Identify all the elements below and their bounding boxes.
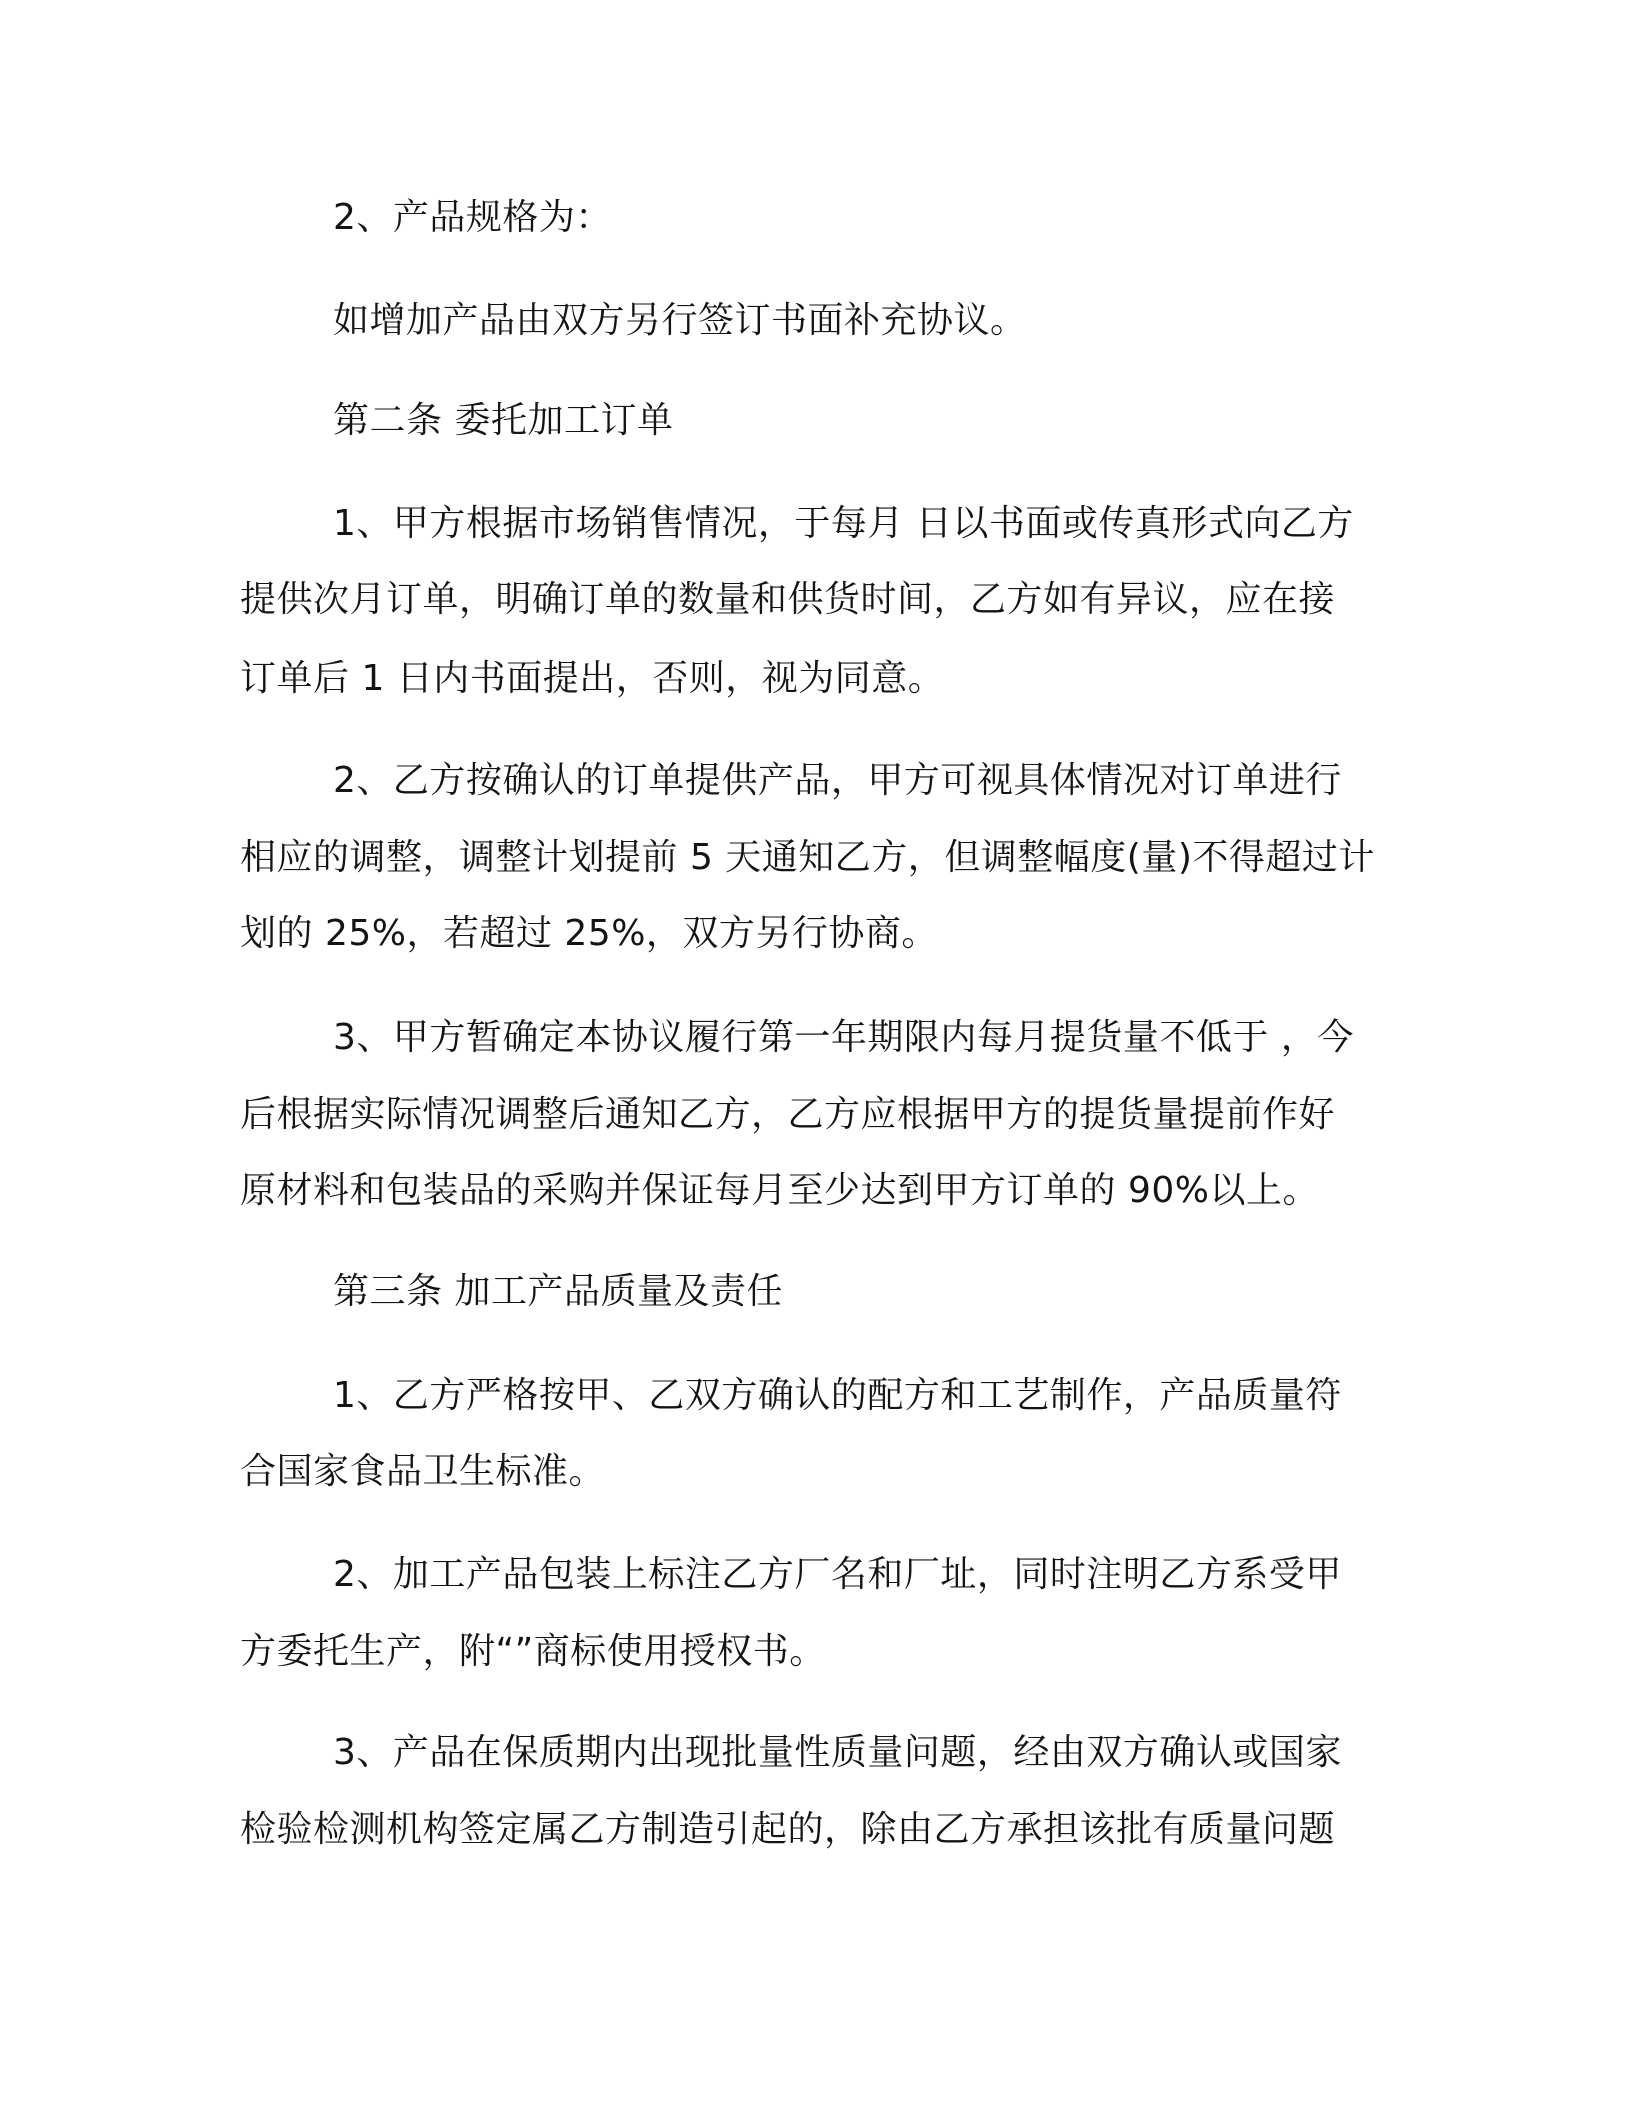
article-3-item-3-line: 检验检测机构签定属乙方制造引起的，除由乙方承担该批有质量问题 [240, 1809, 1336, 1850]
article-2-item-3-line: 3、甲方暂确定本协议履行第一年期限内每月提货量不低于 ，今 [333, 1017, 1354, 1058]
article-2-item-1-line: 提供次月订单，明确订单的数量和供货时间，乙方如有异议，应在接 [240, 579, 1336, 620]
article-2-item-2-line: 2、乙方按确认的订单提供产品，甲方可视具体情况对订单进行 [333, 760, 1342, 801]
spec-clause: 2、产品规格为： [333, 197, 612, 238]
article-3-item-1-line: 合国家食品卫生标准。 [240, 1451, 606, 1492]
article-3-heading: 第三条 加工产品质量及责任 [333, 1271, 783, 1312]
article-3-item-2-line: 2、加工产品包装上标注乙方厂名和厂址，同时注明乙方系受甲 [333, 1554, 1342, 1595]
article-2-item-2-line: 划的 25%，若超过 25%，双方另行协商。 [240, 913, 938, 954]
article-2-heading: 第二条 委托加工订单 [333, 400, 674, 441]
article-3-item-1-line: 1、乙方严格按甲、乙双方确认的配方和工艺制作，产品质量符 [333, 1375, 1342, 1416]
supplement-note: 如增加产品由双方另行签订书面补充协议。 [333, 300, 1027, 341]
article-2-item-3-line: 原材料和包装品的采购并保证每月至少达到甲方订单的 90%以上。 [240, 1170, 1319, 1211]
article-2-item-3-line: 后根据实际情况调整后通知乙方，乙方应根据甲方的提货量提前作好 [240, 1094, 1336, 1135]
article-2-item-2-line: 相应的调整，调整计划提前 5 天通知乙方，但调整幅度(量)不得超过计 [240, 837, 1375, 878]
article-2-item-1-line: 1、甲方根据市场销售情况，于每月 日以书面或传真形式向乙方 [333, 503, 1354, 544]
article-3-item-3-line: 3、产品在保质期内出现批量性质量问题，经由双方确认或国家 [333, 1732, 1342, 1773]
article-2-item-1-line: 订单后 1 日内书面提出，否则，视为同意。 [240, 658, 945, 699]
article-3-item-2-line: 方委托生产，附“”商标使用授权书。 [240, 1631, 826, 1672]
